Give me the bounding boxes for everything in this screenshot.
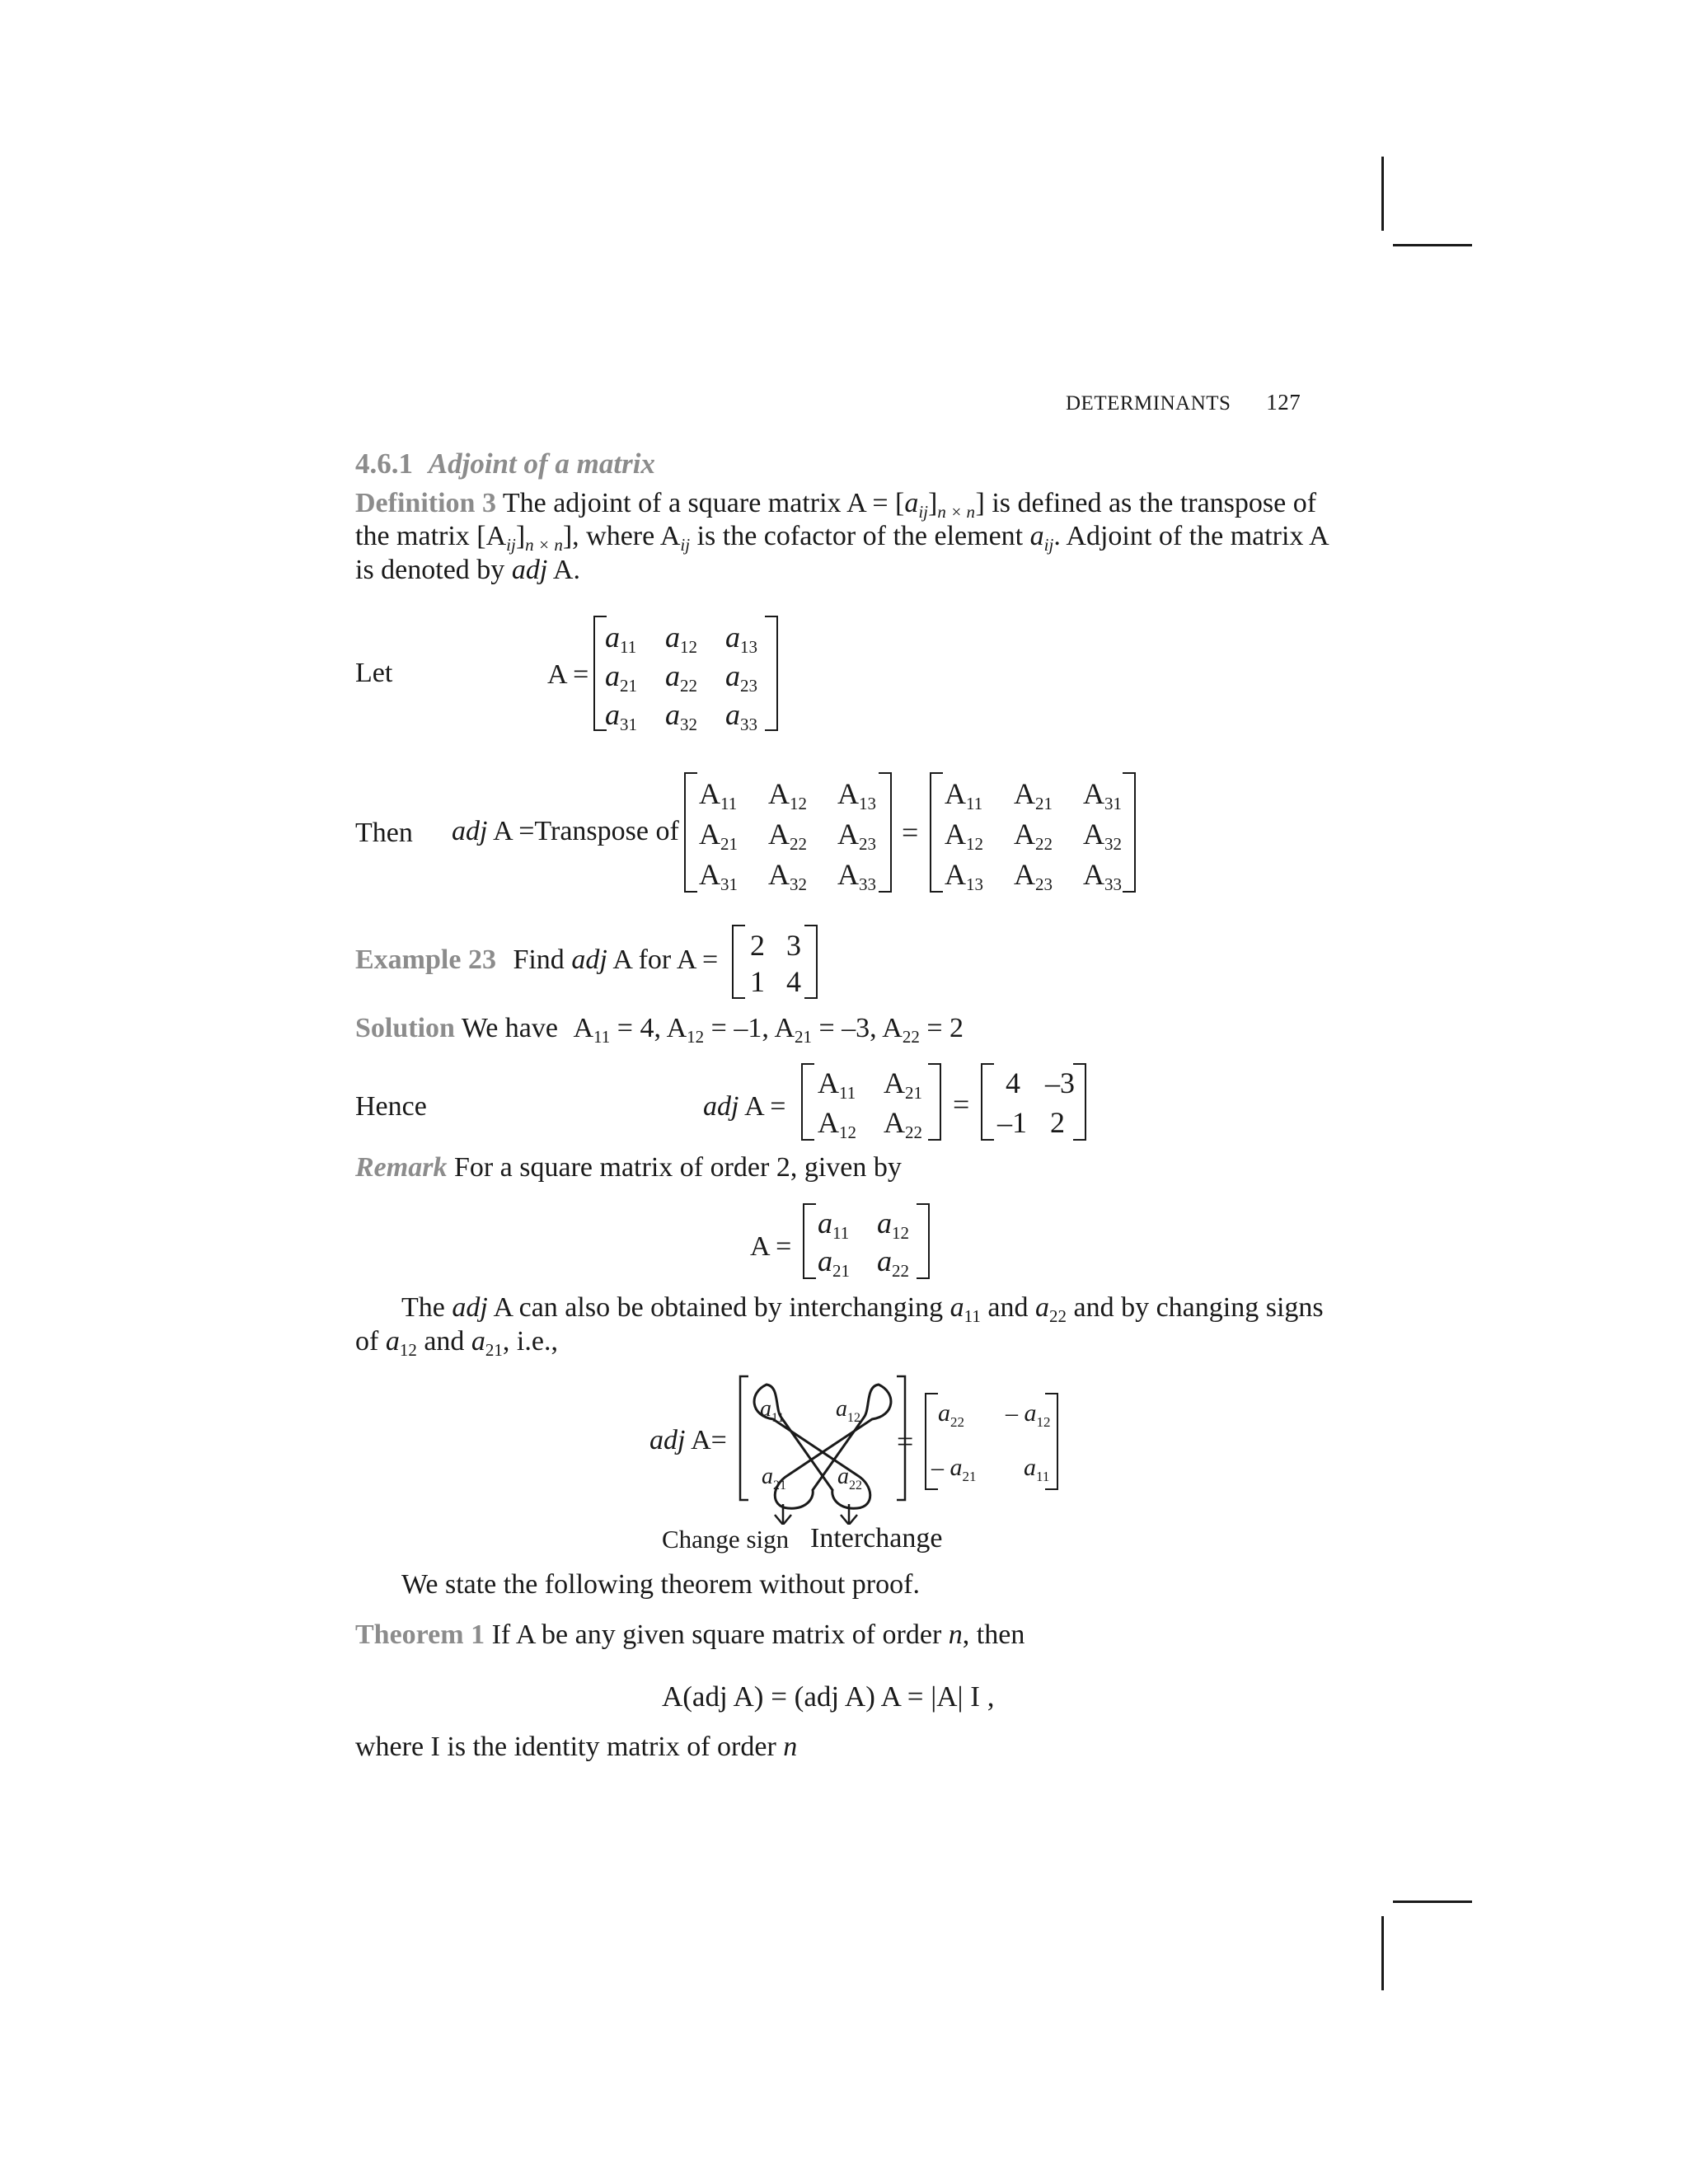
matrix-entry: $a_{31}$ — [605, 698, 637, 734]
identity-text: where I is the identity matrix of order — [355, 1732, 776, 1762]
matrix-entry: $A_{31}$ — [699, 858, 738, 894]
matrix-entry: $A_{23}$ — [837, 818, 876, 854]
definition-line-1: Definition 3 The adjoint of a square matrix $A = [a_{ij}]_{n \times n}$ ] is defined as the transpose of — [355, 488, 1317, 522]
matrix-entry: 4 — [1006, 1066, 1020, 1099]
crop-mark-bottom-vertical — [1381, 1916, 1384, 1990]
section-title: Adjoint of a matrix — [428, 448, 655, 480]
solution-line: Solution We have $A_{11} = 4$, $A_{12} = -1$, $A_{21} = -3$, $A_{22} = 2$ — [355, 1013, 964, 1047]
theorem-formula: A(adj A) = (adj A) A = |A| I , — [662, 1680, 995, 1713]
remark-line — [355, 1154, 902, 1182]
theorem-tail: , then — [962, 1619, 1025, 1650]
matrix-entry: $A_{13}$ — [945, 858, 983, 894]
matrix-entry: $A_{12}$ — [818, 1106, 856, 1142]
identity-line — [355, 1733, 797, 1761]
matrix-entry: $a_{21}$ — [605, 659, 637, 696]
remark-lhs: A = — [750, 1231, 792, 1262]
matrix-entry: $a_{11}$ — [818, 1207, 850, 1243]
identity-n: n — [783, 1732, 798, 1762]
adj-word: adj — [511, 555, 548, 585]
hence-lhs-text: A = — [744, 1091, 786, 1122]
matrix-entry: 2 — [750, 929, 765, 962]
diagram-entry-a11: $a_{11}$ — [760, 1396, 785, 1425]
caption-interchange: Interchange — [810, 1523, 943, 1554]
para-text: of — [355, 1326, 379, 1357]
equals-sign: = — [953, 1088, 970, 1121]
definition-line-3 — [355, 556, 580, 584]
cofactor-matrix — [684, 772, 892, 893]
crop-mark-top-horizontal — [1393, 244, 1472, 246]
hence-label: Hence — [355, 1091, 427, 1122]
adj-word: adj — [452, 1292, 488, 1323]
matrix-entry: $A_{31}$ — [1083, 777, 1122, 813]
definition-text-3b: A. — [552, 555, 580, 585]
state-line: We state the following theorem without proof. — [401, 1569, 920, 1600]
definition-text-1a: The adjoint of a square matrix A = [ — [502, 488, 905, 518]
equals-sign: = — [897, 1425, 914, 1458]
matrix-entry: $a_{11}$ — [1024, 1454, 1050, 1484]
matrix-entry: $A_{32}$ — [1083, 818, 1122, 854]
matrix-entry: $A_{13}$ — [837, 777, 876, 813]
matrix-entry: $a_{22}$ — [877, 1244, 909, 1281]
definition-label: Definition 3 — [355, 488, 496, 518]
diagram-entry-a22: $a_{22}$ — [837, 1464, 862, 1493]
theorem-label: Theorem 1 — [355, 1619, 485, 1650]
diagram-lhs — [649, 1427, 727, 1455]
matrix-entry: $A_{11}$ — [818, 1066, 856, 1103]
adj-word: adj — [452, 816, 488, 846]
page-number: 127 — [1266, 390, 1301, 415]
definition-text-2c: is the cofactor of the element — [696, 521, 1024, 551]
matrix-entry: $a_{22}$ — [938, 1399, 964, 1430]
hence-symbolic-matrix — [801, 1063, 941, 1141]
definition-text-2d: . Adjoint of the matrix A — [1053, 521, 1329, 551]
para-text: , i.e., — [502, 1326, 558, 1357]
adj-word: adj — [649, 1425, 686, 1455]
adj-word: adj — [571, 944, 607, 975]
para-text: and by changing signs — [1073, 1292, 1324, 1323]
matrix-entry: $A_{33}$ — [837, 858, 876, 894]
running-header — [1066, 390, 1301, 415]
theorem-text: If A be any given square matrix of order — [491, 1619, 942, 1650]
matrix-entry: $a_{23}$ — [725, 659, 757, 696]
matrix-entry: 2 — [1050, 1106, 1065, 1139]
solution-text: We have — [461, 1013, 558, 1043]
adjoint-crossing-diagram — [734, 1368, 912, 1525]
matrix-entry: $a_{12}$ — [877, 1207, 909, 1243]
matrix-entry: $a_{22}$ — [665, 659, 697, 696]
matrix-entry: $A_{12}$ — [768, 777, 807, 813]
matrix-entry: –1 — [997, 1106, 1027, 1139]
crop-mark-top-vertical — [1381, 157, 1384, 231]
example-line — [355, 946, 718, 974]
hence-lhs — [703, 1093, 785, 1121]
solution-label: Solution — [355, 1013, 455, 1043]
matrix-entry: $A_{23}$ — [1014, 858, 1053, 894]
matrix-entry: $A_{21}$ — [1014, 777, 1053, 813]
definition-line-2: the matrix $[A_{ij}]_{n \times n}$], where $A_{ij}$ is the cofactor of the element $a_{ij}$. Adjoint of the matrix A — [355, 521, 1329, 555]
remark-matrix — [803, 1203, 930, 1279]
matrix-entry: $A_{21}$ — [699, 818, 738, 854]
diagram-entry-a12: $a_{12}$ — [836, 1396, 860, 1425]
para-text: The — [401, 1292, 445, 1323]
definition-text-2b: ], where A — [562, 521, 681, 551]
hence-numeric-matrix — [981, 1063, 1086, 1141]
definition-text-3a: is denoted by — [355, 555, 505, 585]
adj-word: adj — [703, 1091, 739, 1122]
diagram-entry-a21: $a_{21}$ — [762, 1464, 786, 1493]
matrix-entry: 3 — [786, 929, 801, 962]
matrix-entry: –3 — [1045, 1066, 1075, 1099]
example-text-b: A for A = — [612, 944, 719, 975]
matrix-entry: $A_{11}$ — [945, 777, 983, 813]
section-number: 4.6.1 — [355, 448, 413, 480]
remark-text: For a square matrix of order 2, given by — [453, 1152, 902, 1183]
matrix-entry: – $a_{12}$ — [1006, 1399, 1051, 1430]
then-lhs-text: A =Transpose of — [493, 816, 679, 846]
example-text-a: Find — [513, 944, 565, 975]
para-text: A can also be obtained by interchanging — [493, 1292, 944, 1323]
running-title: DETERMINANTS — [1066, 392, 1231, 415]
matrix-entry: $a_{32}$ — [665, 698, 697, 734]
diagram-lhs-text: A= — [691, 1425, 727, 1455]
matrix-entry: $a_{33}$ — [725, 698, 757, 734]
matrix-entry: $a_{11}$ — [605, 621, 637, 657]
para-text: and — [424, 1326, 465, 1357]
matrix-entry: – $a_{21}$ — [931, 1454, 977, 1484]
para-text: and — [987, 1292, 1029, 1323]
remark-label: Remark — [355, 1152, 448, 1183]
matrix-a-3x3 — [593, 616, 778, 734]
definition-text-1b: ] is defined as the transpose of — [975, 488, 1317, 518]
example-matrix — [732, 925, 818, 999]
matrix-entry: $A_{33}$ — [1083, 858, 1122, 894]
matrix-entry: 1 — [750, 965, 765, 998]
matrix-entry: $A_{22}$ — [1014, 818, 1053, 854]
example-label: Example 23 — [355, 944, 496, 975]
result-matrix — [925, 1393, 1058, 1490]
transposed-cofactor-matrix — [930, 772, 1136, 893]
theorem-n: n — [948, 1619, 963, 1650]
interchange-line-2: of $a_{12}$ and $a_{21}$, i.e., — [355, 1326, 558, 1360]
equals-sign: = — [902, 816, 919, 849]
matrix-entry: $A_{32}$ — [768, 858, 807, 894]
matrix-entry: $A_{22}$ — [768, 818, 807, 854]
definition-text-2a: the matrix [A — [355, 521, 507, 551]
matrix-entry: $A_{12}$ — [945, 818, 983, 854]
matrix-entry: $A_{22}$ — [884, 1106, 922, 1142]
matrix-entry: $a_{12}$ — [665, 621, 697, 657]
section-heading — [355, 449, 655, 478]
then-lhs — [452, 818, 679, 846]
matrix-entry: $a_{13}$ — [725, 621, 757, 657]
theorem-line — [355, 1621, 1025, 1649]
matrix-entry: $a_{21}$ — [818, 1244, 850, 1281]
crop-mark-bottom-horizontal — [1393, 1900, 1472, 1903]
matrix-entry: $A_{11}$ — [699, 777, 738, 813]
then-label: Then — [355, 818, 413, 848]
caption-change-sign: Change sign — [662, 1525, 790, 1554]
interchange-line-1: The adj A can also be obtained by interchanging $a_{11}$ and $a_{22}$ and by changing signs — [401, 1292, 1324, 1326]
matrix-entry: 4 — [786, 965, 801, 998]
let-label: Let — [355, 658, 393, 688]
let-lhs: A = — [547, 659, 589, 690]
matrix-entry: $A_{21}$ — [884, 1066, 922, 1103]
